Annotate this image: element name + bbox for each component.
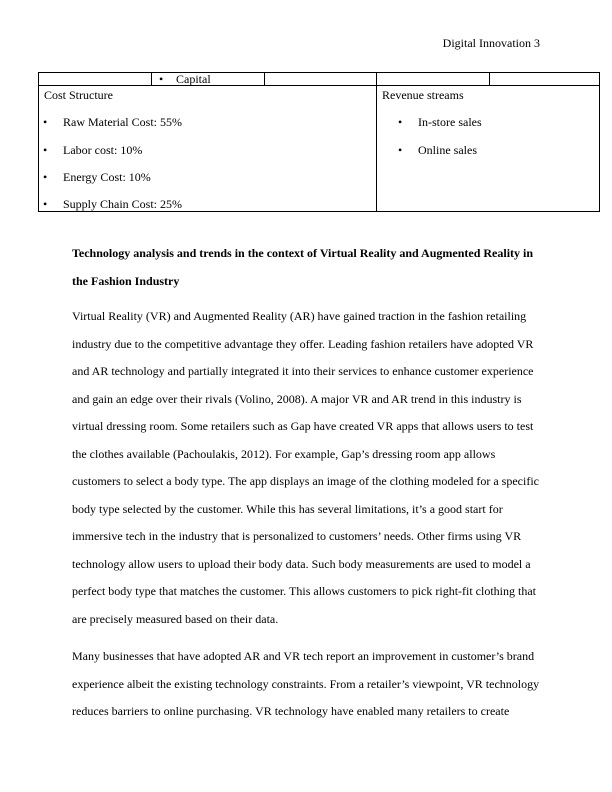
business-model-table <box>38 85 600 212</box>
bullet: • <box>159 72 164 86</box>
table-divider <box>376 86 377 211</box>
cost-item: • Energy Cost: 10% <box>43 170 151 184</box>
paragraph: Virtual Reality (VR) and Augmented Reality (AR) have gained traction in the fashion retailing industry due to the competitive advantage they offer. Leading fashion retailers have adopted VR and AR technology and partially integrated it into their services to enhance customer experience and gain an edge over their rivals (Volino, 2008). A major VR and AR trend in this industry is virtual dressing room. Some retailers such as Gap have created VR apps that allows users to test the clothes available (Pachoulakis, 2012). For example, Gap’s dressing room app allows customers to select a body type. The app displays an image of the clothing modeled for a specific body type selected by the customer. While this has several limitations, it’s a good start for immersive tech in the industry that is personalized to customers’ needs. Other firms using VR technology allow users to upload their body data. Such body measurements are used to model a perfect body type that matches the customer. This allows customers to pick right-fit clothing that are precisely measured based on their data. <box>72 309 539 626</box>
table-divider <box>151 73 152 85</box>
revenue-streams-title: Revenue streams <box>382 88 464 102</box>
running-header: Digital Innovation 3 <box>442 36 540 50</box>
cost-item: • Labor cost: 10% <box>43 143 143 157</box>
table-top-row <box>38 72 600 86</box>
paragraph: Many businesses that have adopted AR and VR tech report an improvement in customer’s brand experience albeit the existing technology constraints. From a retailer’s viewpoint, VR technology reduces barriers to online purchasing. VR technology have enabled many retailers to create <box>72 649 540 718</box>
capital-label: Capital <box>176 72 211 86</box>
revenue-item: • In-store sales <box>398 115 482 129</box>
cost-structure-title: Cost Structure <box>44 88 113 102</box>
table-divider <box>264 73 265 85</box>
section-heading: Technology analysis and trends in the context of Virtual Reality and Augmented Reality in the Fashion Industry <box>72 246 534 288</box>
cost-item: • Raw Material Cost: 55% <box>43 115 182 129</box>
cost-item: • Supply Chain Cost: 25% <box>43 197 183 211</box>
revenue-item: • Online sales <box>398 143 477 157</box>
table-divider <box>376 73 377 85</box>
table-divider <box>489 73 490 85</box>
